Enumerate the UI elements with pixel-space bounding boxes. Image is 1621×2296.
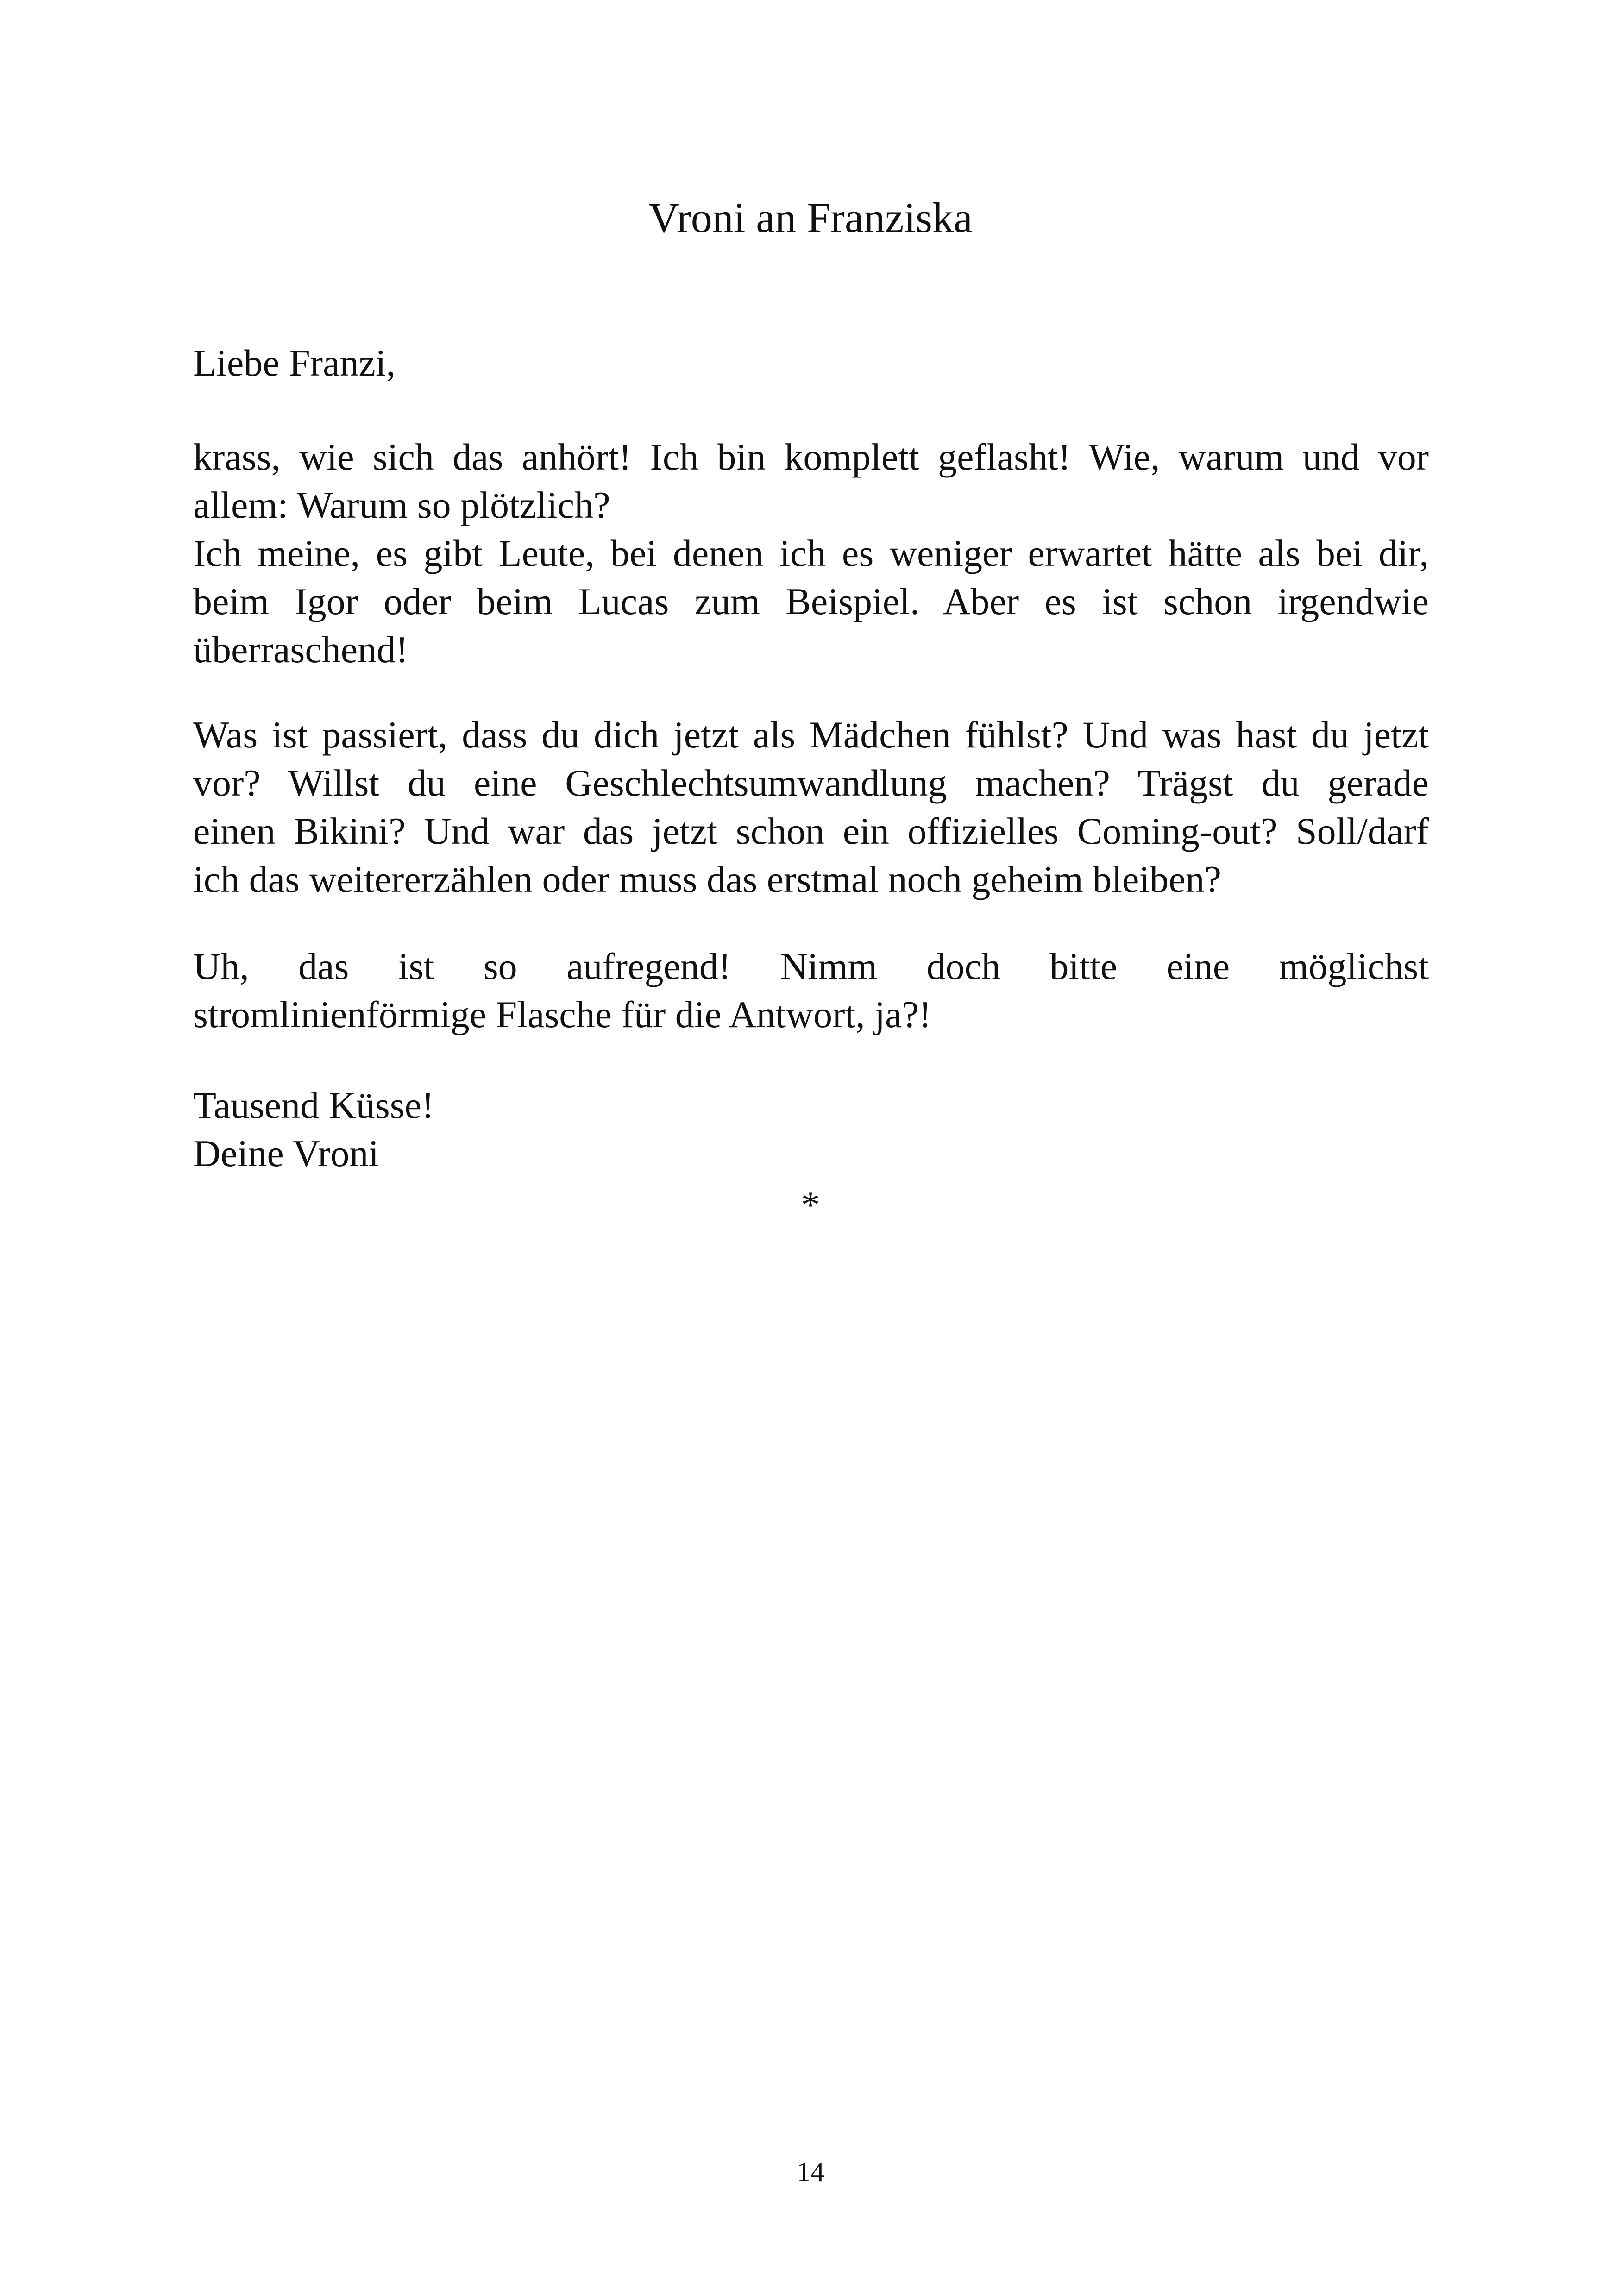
paragraph-line: ich das weitererzählen oder muss das erstmal noch geheim bleiben? bbox=[193, 858, 1222, 900]
section-separator: * bbox=[801, 1184, 820, 1226]
paragraph-line: stromlinienförmige Flasche für die Antwort, ja?! bbox=[193, 993, 932, 1035]
page-number: 14 bbox=[797, 2157, 824, 2187]
letter-paragraph-1 bbox=[193, 433, 1429, 674]
paragraph-line: Uh, das ist so aufregend! Nimm doch bitte eine möglichst bbox=[193, 945, 1429, 987]
paragraph-line: einen Bikini? Und war das jetzt schon ein offizielles Coming-out? Soll/darf bbox=[193, 810, 1429, 852]
letter-title: Vroni an Franziska bbox=[648, 194, 973, 241]
paragraph-line: vor? Willst du eine Geschlechtsumwandlung machen? Trägst du gerade bbox=[193, 762, 1429, 804]
letter-paragraph-2 bbox=[193, 711, 1429, 903]
letter-greeting: Liebe Franzi, bbox=[193, 342, 396, 384]
paragraph-line: allem: Warum so plötzlich? bbox=[193, 484, 610, 526]
closing-line: Tausend Küsse! bbox=[193, 1084, 434, 1126]
paragraph-line: Ich meine, es gibt Leute, bei denen ich es weniger erwartet hätte als bei dir, bbox=[193, 532, 1429, 574]
paragraph-line: krass, wie sich das anhört! Ich bin komplett geflasht! Wie, warum und vor bbox=[193, 436, 1429, 478]
letter-closing bbox=[193, 1081, 1429, 1178]
paragraph-line: beim Igor oder beim Lucas zum Beispiel. Aber es ist schon irgendwie bbox=[193, 580, 1429, 622]
letter-paragraph-3 bbox=[193, 942, 1429, 1039]
paragraph-line: Was ist passiert, dass du dich jetzt als Mädchen fühlst? Und was hast du jetzt bbox=[193, 714, 1429, 756]
paragraph-line: überraschend! bbox=[193, 628, 408, 671]
signature-line: Deine Vroni bbox=[193, 1132, 379, 1174]
